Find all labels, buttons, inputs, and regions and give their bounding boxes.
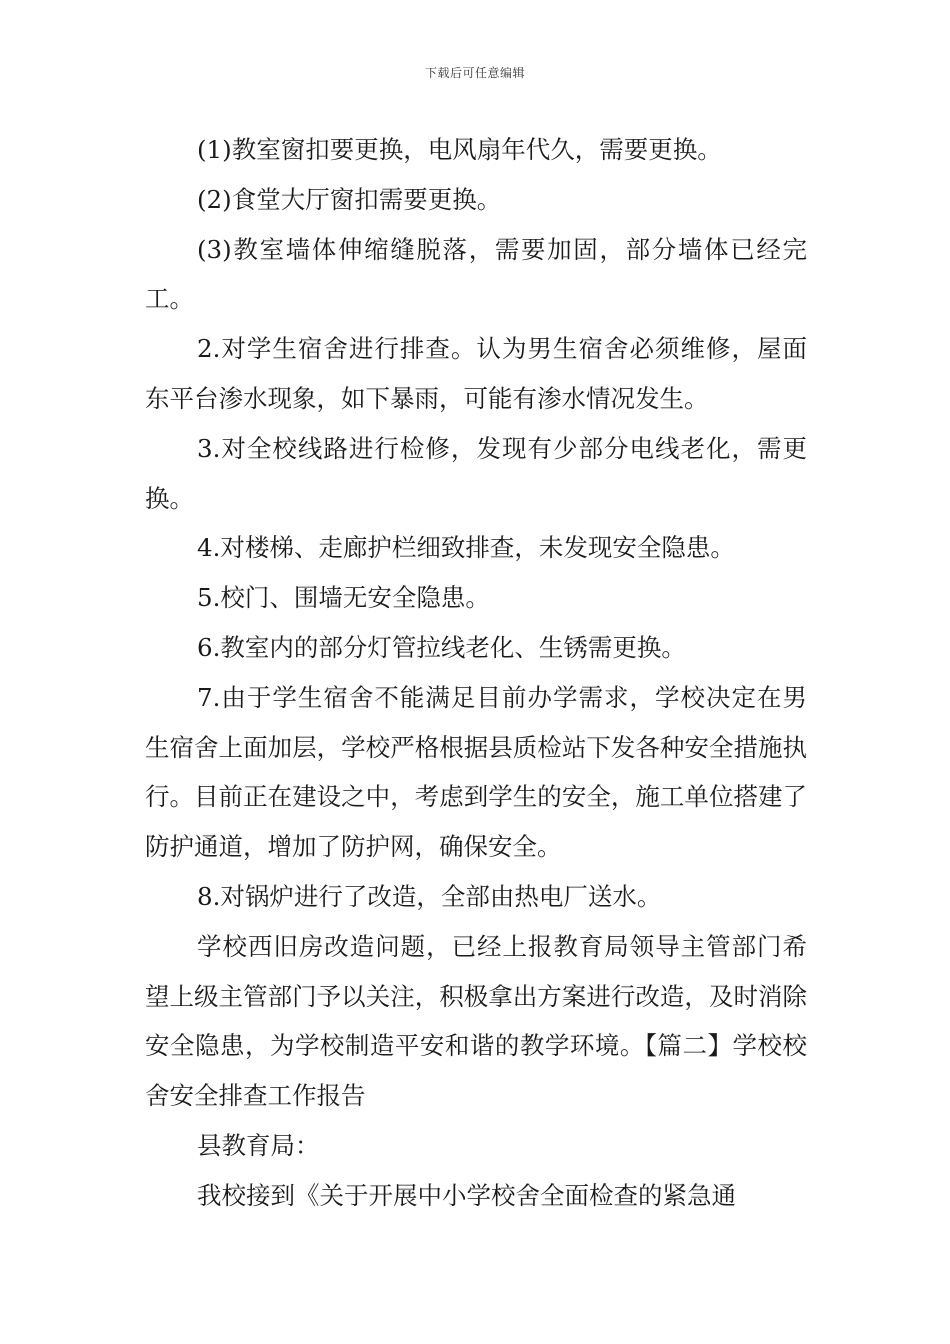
paragraph-8: 6.教室内的部分灯管拉线老化、生锈需更换。 (197, 632, 686, 662)
paragraph-12: 县教育局： (197, 1130, 320, 1160)
page-header: 下载后可任意编辑 (424, 66, 525, 80)
paragraph-2: (2)食堂大厅窗扣需要更换。 (197, 184, 502, 214)
paragraph-13: 我校接到《关于开展中小学校舍全面检查的紧急通 (197, 1180, 736, 1210)
paragraph-11: 学校西旧房改造问题，已经上报教育局领导主管部门希望上级主管部门予以关注，积极拿出方案进行改造，及时消除安全隐患，为学校制造平安和谐的教学环境。【篇二】学校校舍安全排查工作报告 (145, 931, 807, 1111)
paragraph-6: 4.对楼梯、走廊护栏细致排查，未发现安全隐患。 (197, 533, 735, 563)
document-body (145, 125, 807, 1221)
paragraph-4: 2.对学生宿舍进行排查。认为男生宿舍必须维修，屋面东平台渗水现象，如下暴雨，可能有渗水情况发生。 (145, 334, 807, 413)
paragraph-10: 8.对锅炉进行了改造，全部由热电厂送水。 (197, 881, 662, 911)
paragraph-5: 3.对全校线路进行检修，发现有少部分电线老化，需更换。 (145, 433, 807, 513)
paragraph-1: (1)教室窗扣要更换，电风扇年代久，需要更换。 (197, 135, 722, 164)
paragraph-3: (3)教室墙体伸缩缝脱落，需要加固，部分墙体已经完工。 (145, 234, 807, 314)
paragraph-9: 7.由于学生宿舍不能满足目前办学需求，学校决定在男生宿舍上面加层，学校严格根据县质检站下发各种安全措施执行。目前正在建设之中，考虑到学生的安全，施工单位搭建了防护通道，增加了防护网，确保安全。 (145, 682, 807, 862)
paragraph-7: 5.校门、围墙无安全隐患。 (197, 583, 490, 613)
